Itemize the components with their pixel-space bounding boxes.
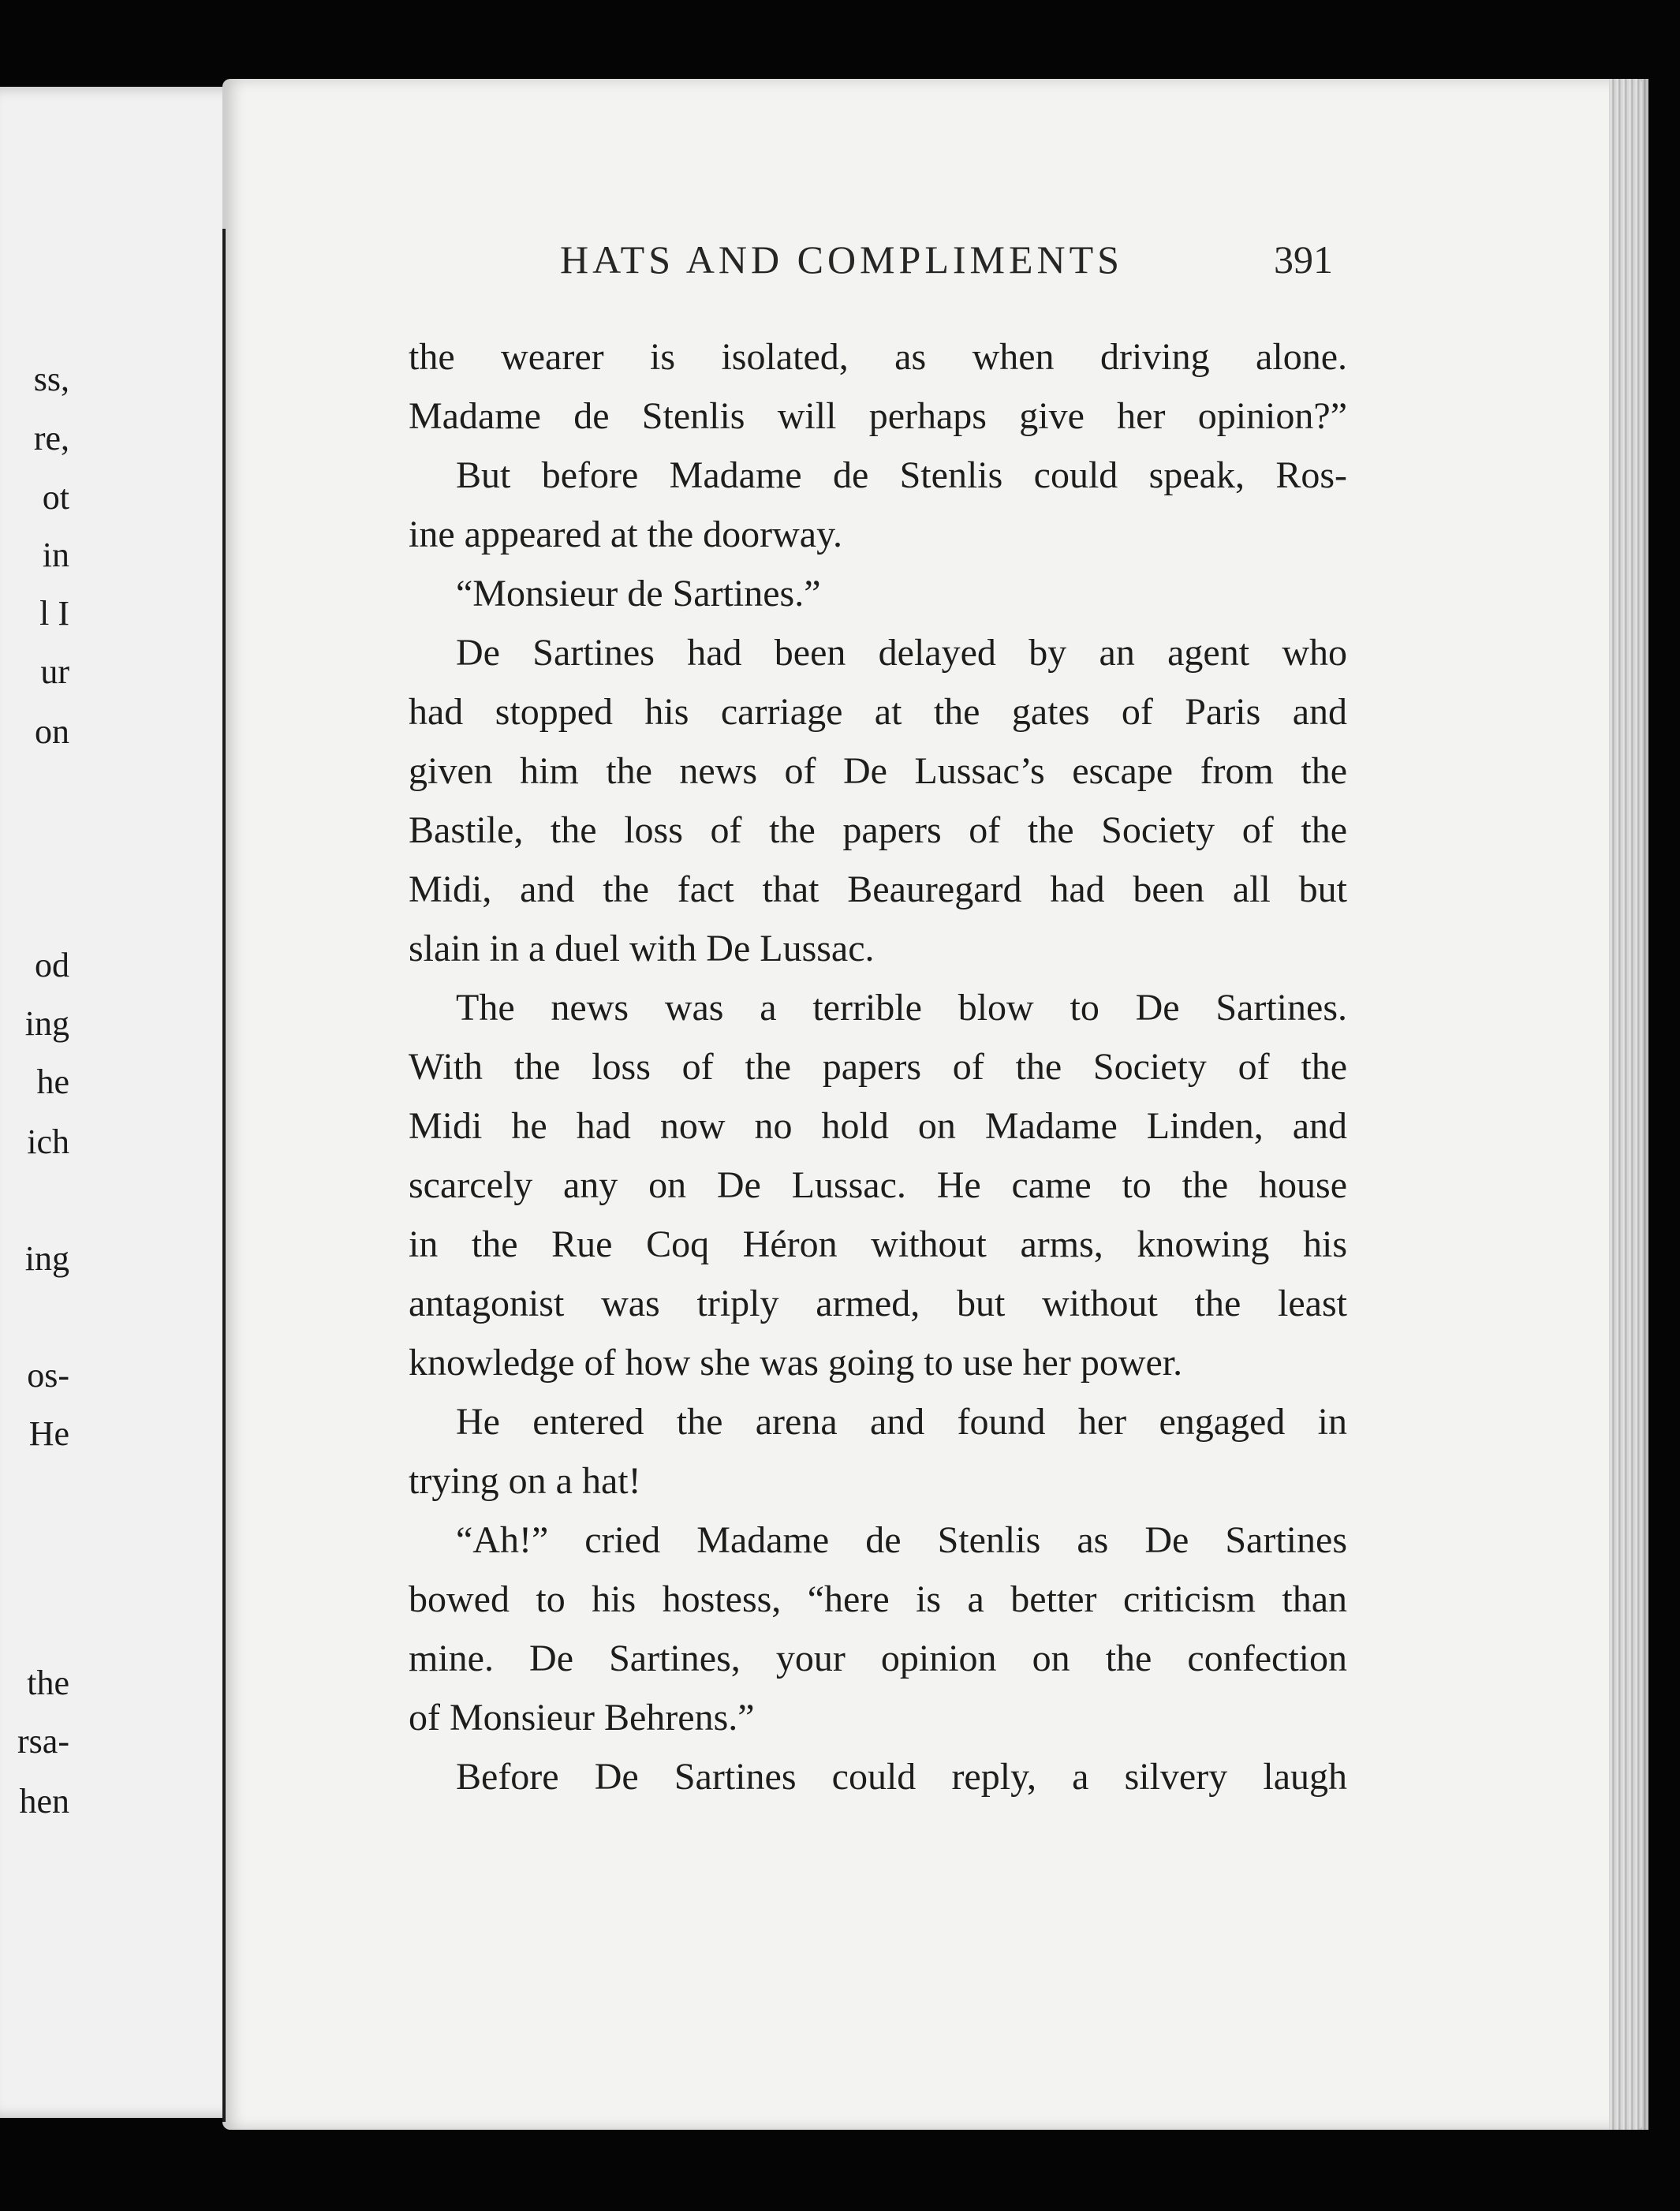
text-line: “Ah!” cried Madame de Stenlis as De Sartines	[456, 1519, 1347, 1561]
left-facing-page	[0, 87, 256, 2118]
text-line: De Sartines had been delayed by an agent who	[456, 632, 1347, 674]
left-page-fragment: ing	[24, 1004, 69, 1043]
left-page-fragment: He	[28, 1414, 69, 1453]
left-page-fragment: hen	[19, 1782, 69, 1821]
left-page-fragment: on	[35, 712, 69, 751]
left-page-fragment: ss,	[33, 360, 69, 398]
text-line: the wearer is isolated, as when driving alone.	[409, 336, 1347, 378]
text-line: given him the news of De Lussac’s escape from the	[409, 750, 1347, 792]
left-page-fragment: in	[42, 536, 69, 574]
text-line: Bastile, the loss of the papers of the Society of the	[409, 809, 1347, 851]
text-line: trying on a hat!	[409, 1460, 641, 1502]
page-number: 391	[1274, 237, 1333, 282]
text-line: Madame de Stenlis will perhaps give her opinion?”	[409, 395, 1347, 437]
body-text	[409, 327, 1347, 1806]
text-line: of Monsieur Behrens.”	[409, 1697, 755, 1739]
left-page-fragment: ing	[24, 1239, 69, 1278]
left-page-fragment: rsa-	[17, 1722, 69, 1761]
text-line: Midi, and the fact that Beauregard had been all but	[409, 868, 1347, 910]
text-line: He entered the arena and found her engaged in	[456, 1401, 1347, 1443]
text-line: mine. De Sartines, your opinion on the confection	[409, 1638, 1347, 1679]
text-line: antagonist was triply armed, but without the least	[409, 1283, 1347, 1324]
text-line: ine appeared at the doorway.	[409, 514, 842, 555]
left-page-fragment: ur	[40, 652, 69, 691]
left-page-fragment: l I	[39, 594, 69, 633]
text-line: “Monsieur de Sartines.”	[456, 573, 821, 614]
left-page-fragment: re,	[33, 419, 69, 458]
left-page-fragment: os-	[27, 1356, 69, 1395]
text-line: knowledge of how she was going to use her power.	[409, 1342, 1183, 1384]
text-line: Before De Sartines could reply, a silvery laugh	[456, 1756, 1347, 1798]
text-line: The news was a terrible blow to De Sartines.	[456, 987, 1347, 1029]
text-line: scarcely any on De Lussac. He came to the house	[409, 1164, 1347, 1206]
text-line: bowed to his hostess, “here is a better criticism than	[409, 1578, 1347, 1620]
text-line: slain in a duel with De Lussac.	[409, 928, 875, 969]
text-line: But before Madame de Stenlis could speak, Ros-	[456, 454, 1347, 496]
left-page-fragment: he	[36, 1063, 69, 1101]
running-head	[0, 237, 1680, 284]
text-line: With the loss of the papers of the Society of the	[409, 1046, 1347, 1088]
left-page-fragment: ich	[27, 1122, 69, 1161]
text-line: Midi he had now no hold on Madame Linden, and	[409, 1105, 1347, 1147]
page-edge-stack	[1609, 79, 1648, 2130]
left-page-fragment: the	[27, 1664, 69, 1702]
text-line: in the Rue Coq Héron without arms, knowing his	[409, 1223, 1347, 1265]
page-gutter-shadow	[222, 229, 226, 2122]
text-line: had stopped his carriage at the gates of Paris and	[409, 691, 1347, 733]
left-page-fragment: ot	[42, 478, 69, 517]
running-head-title: HATS AND COMPLIMENTS	[560, 237, 1123, 282]
left-page-fragment: od	[35, 946, 69, 984]
